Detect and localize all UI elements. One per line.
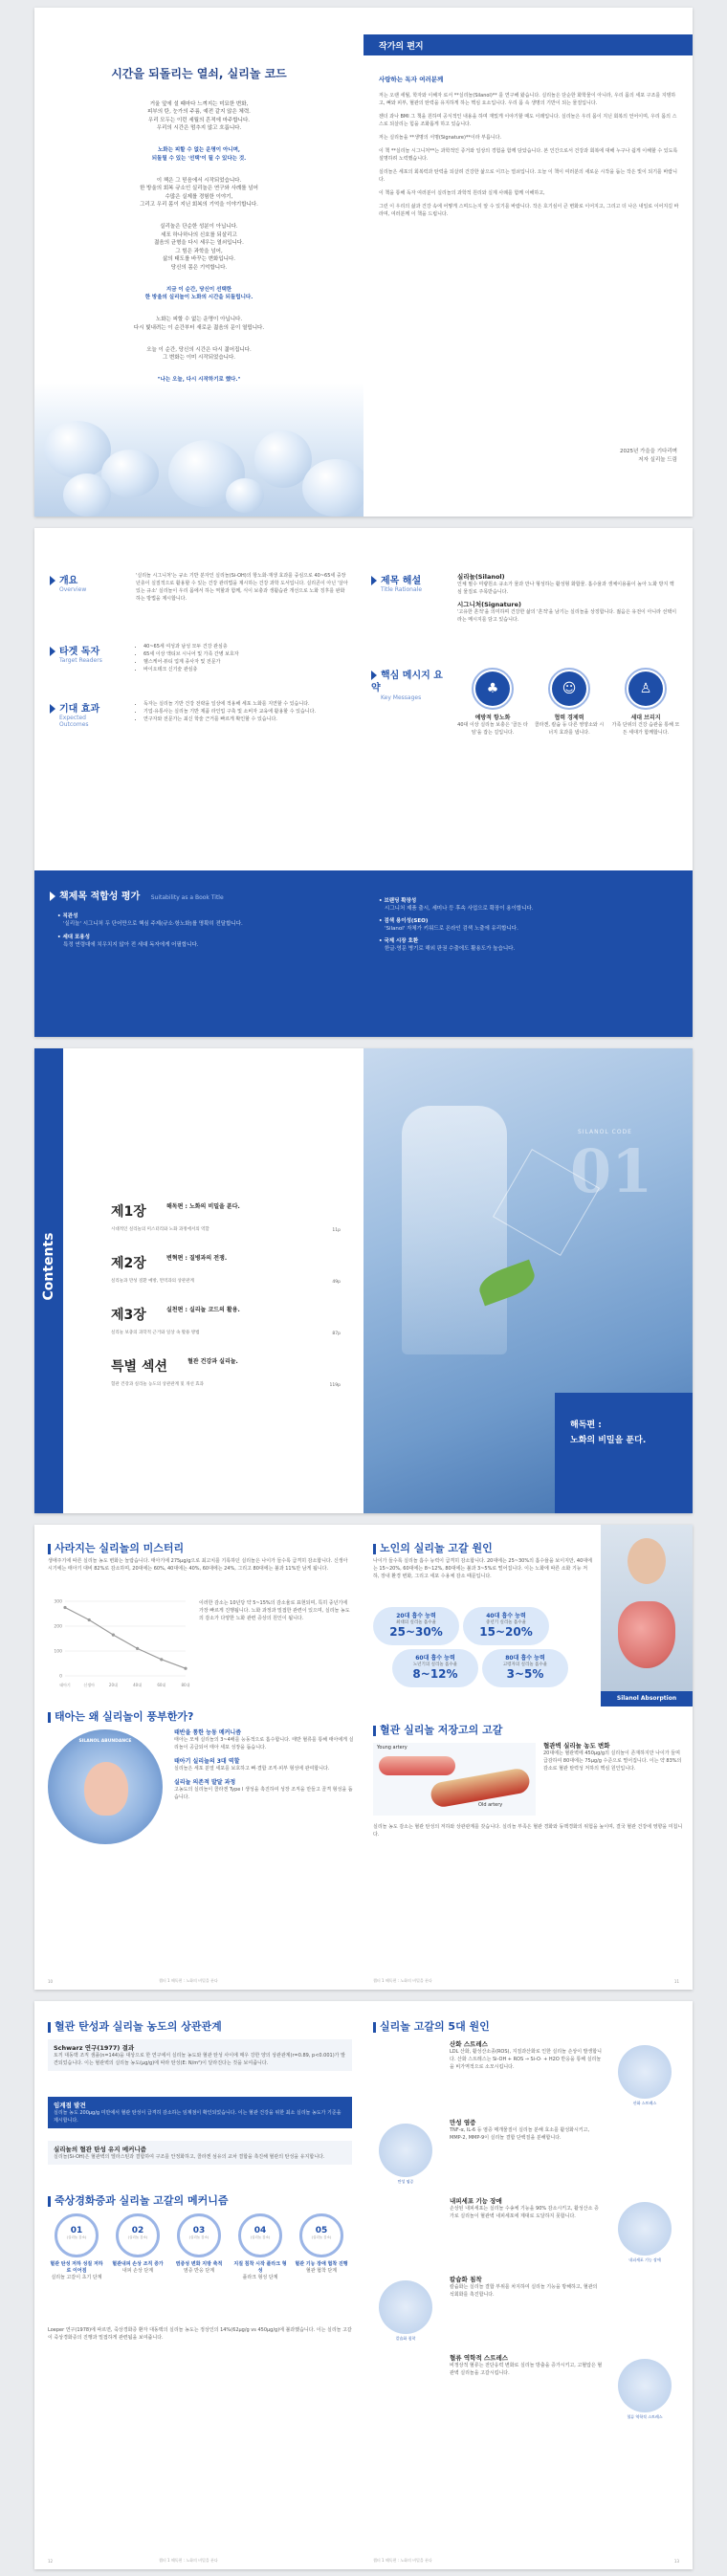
pill-value: 25~30% (389, 1625, 443, 1639)
chart-caption: 이러한 감소는 10년당 약 5~15%의 감소율로 표현되며, 특히 중년기에 가장 빠르게 진행됩니다. 노화 과정과 밀접한 관련이 있으며, 실리놀 농도의 감소가 다양한 노화 관련 증상의 원인이 됩니다. (199, 1600, 350, 1621)
point-body: 실리놀은 세포 분열 세포를 보호하고 뼈·결합 조직·피부 형성에 관여합니다. (174, 1766, 330, 1772)
page-number: 10 (48, 1979, 54, 1984)
band-item-head: • 세대 포용성 (57, 935, 90, 940)
y-tick-label: 100 (54, 1649, 62, 1655)
item-heading-text: 시그니처(Signature) (457, 601, 521, 608)
step-body: 플라크 형성 단계 (242, 2275, 278, 2280)
spread-overview (34, 528, 693, 1037)
page-13 (364, 2001, 693, 2569)
droplet (226, 478, 264, 513)
cause-heading-text: 산화 스트레스 (450, 2040, 488, 2048)
box-body: 실리놀 농도 200μg/g 미만에서 혈관 탄성이 급격히 감소하는 임계점이 확인되었습니다. 이는 혈관 건강을 위한 최소 실리놀 농도가 기준을 제시합니다. (54, 2110, 341, 2124)
calcification-icon (379, 2280, 432, 2334)
preface-quote: "나는 오늘, 다시 시작하기로 했다." (157, 377, 241, 383)
step-body: 혈관 협착 단계 (305, 2268, 338, 2274)
card-title: 예방적 항노화 (474, 715, 511, 721)
artery-young-label: Young artery (377, 1745, 408, 1750)
artery-comparison-image (373, 1743, 536, 1816)
step-body: 실리놀 고갈이 초기 단계 (51, 2275, 102, 2280)
section-title: 제목 해설 (381, 576, 422, 586)
section-title: 핵심 메시지 요약 (371, 671, 443, 694)
preface-paragraph: 이 책은 그 믿음에서 시작되었습니다. 한 방울의 회복 규소인 실리놀은 연구와 사례를 넘어 수많은 실제를 경험한 이야기, 그리고 우리 몸이 지닌 회복의 기억을 이야기합니다. (140, 177, 258, 208)
preface-paragraph: 지금 이 순간, 당신이 선택한 한 방울의 실리놀이 노화의 시간을 되돌립니다. (144, 286, 253, 300)
section-heading-text: 죽상경화증과 실리놀 고갈의 메커니즘 (55, 2194, 229, 2207)
letter-paragraph: 젠더 과나 BMI 그 책을 원하며 공식적인 내용을 하며 재밌게 이야기할 때도 이래입니다. 실리놀은 우리 몸이 지닌 회복의 언어이며, 우리 몸의 스스로 되살리는 힘을 조화롭게 하고 있습니다. (379, 114, 677, 127)
cause-item (395, 2275, 689, 2353)
band-item-body: 특정 연령대에 치우치지 않아 전 세대 독자에게 어필합니다. (63, 942, 199, 948)
cause-body: 비정상적 혈류는 전단응력 변화로 실리놀 방출을 증가시키고, 고혈압은 혈관벽 실리놀을 고갈시킵니다. (450, 2363, 603, 2376)
band-item-head: • 국제 시장 호환 (379, 938, 419, 944)
cause-body: 칼슘화는 실리놀 결합 부위를 차지하여 실리놀 기능을 방해하고, 혈관의 석회화를 촉진합니다. (450, 2284, 598, 2298)
page-footer: 챕터 1 해독편 : 노화의 비밀을 푼다 (159, 2558, 218, 2563)
fetus-label: SILANOL ABUNDANCE (78, 1739, 132, 1744)
step-item (109, 2213, 166, 2275)
code-label: SILANOL CODE (578, 1129, 632, 1135)
toc-title: 해독편 : 노화의 비밀을 푼다. (166, 1203, 240, 1210)
step-top: (실리놀 감소) (188, 2235, 209, 2239)
band-subtitle: Suitability as a Book Title (150, 894, 224, 901)
fetus-points (174, 1728, 354, 1801)
droplet (302, 459, 364, 517)
spread-chapter1-b (34, 2001, 693, 2569)
endothelial-icon (618, 2202, 672, 2256)
section-heading-text: 실리놀 고갈의 5대 원인 (380, 2020, 490, 2033)
absorption-pill-20s (373, 1607, 459, 1645)
point-heading (174, 1756, 354, 1765)
point-heading (174, 1728, 354, 1736)
toc-number: 제1장 (111, 1204, 146, 1220)
section-heading (48, 2192, 229, 2208)
cause-label: 만성 염증 (397, 2179, 414, 2184)
message-card (534, 670, 605, 737)
info-box (48, 2039, 352, 2071)
absorption-pill-80s (482, 1649, 568, 1687)
absorption-pill-60s (392, 1649, 478, 1687)
data-point (63, 1606, 66, 1609)
artery-old-label: Old artery (478, 1802, 503, 1808)
band-item-head: • 직관성 (57, 914, 78, 919)
triangle-icon (50, 704, 55, 714)
letter-signature: 2025년 가을을 기다리며 저자 실리놀 드림 (620, 449, 677, 463)
step-number: 05 (315, 2226, 328, 2235)
step-heading: 혈관내피 손상 조직 증가 (112, 2261, 164, 2267)
letter-header: 작가의 편지 (379, 42, 424, 52)
spread-chapter1-a (34, 1525, 693, 1990)
group-icon: ☺ (552, 672, 586, 706)
point-heading (174, 1777, 354, 1786)
box-body: 토끼 대동맥 조직 샘플(n=144)을 대상으로 한 연구에서 실리놀 농도와 혈관 탄성 사이에 매우 강한 양의 상관관계(r=0.89, p<0.001)가 발견되었습니다. 이는 혈관벽의 실리놀 농도(μg/g)에 따라 탄성(E: N/m²)이 달라진다는 것을 보여줍니다. (54, 2053, 345, 2066)
cause-heading (450, 2118, 603, 2126)
silanol-decline-chart (48, 1596, 191, 1691)
preface-paragraph: 실리놀은 단순한 성분이 아닙니다. 세포 하나하나의 신호를 되살리고 젊음의 균형을 다시 세우는 열쇠입니다. 그 힘은 과학을 넘어, 삶의 태도를 바꾸는 변화입니다. 당신의 몸은 기억합니다. (154, 224, 244, 271)
shield-icon: ♣ (475, 672, 510, 706)
box-heading-text: Schwarz 연구(1977) 결과 (54, 2044, 135, 2052)
page-footer: 챕터 1 해독편 : 노화의 비밀을 푼다 (159, 1978, 218, 1983)
preface-body (54, 92, 344, 392)
triangle-icon (50, 647, 55, 656)
step-item (231, 2213, 289, 2281)
section-subtitle: Overview (59, 586, 87, 593)
list-item: • 연구자와 전문가는 최신 학술 근거를 빠르게 확인할 수 있습니다. (143, 716, 356, 723)
section-heading-text: 혈관 실리놀 저장고의 고갈 (380, 1724, 503, 1736)
page-10 (34, 1525, 364, 1990)
x-tick-label: 60대 (157, 1683, 166, 1687)
list-item: • 헬스케어·뷰티 업계 종사자 및 전문가 (143, 658, 356, 666)
y-tick-label: 200 (54, 1624, 62, 1630)
step-item (293, 2213, 350, 2275)
box-heading-text: 임계점 발견 (54, 2102, 86, 2109)
page-footer: 챕터 1 해독편 : 노화의 비밀을 푼다 (373, 2558, 432, 2563)
section-subtitle: Key Messages (381, 694, 422, 701)
section-heading (373, 2018, 490, 2034)
card-desc: 콜라겐, 칼슘 등 다른 영양소와 시너지 효과를 냅니다. (534, 722, 605, 736)
toc-desc: 혈관 건강과 실리놀 농도의 상관관계 및 개선 효과 (111, 1382, 204, 1387)
band-item-head-text: 검색 용이성(SEO) (384, 918, 429, 924)
toc-entry (111, 1305, 341, 1356)
preface-paragraph: 노화는 피할 수 없는 운명이 아닙니다. 다시 빛내려는 이 순간부터 새로운 젊음의 문이 열립니다. (133, 317, 265, 331)
cause-item (397, 2118, 689, 2196)
band-item-head-text: 국제 시장 호환 (384, 938, 419, 944)
card-desc: 가족 단위의 건강 습관을 통해 모든 세대가 함께합니다. (611, 722, 680, 736)
section-heading-text: 태아는 왜 실리놀이 풍부한가? (55, 1710, 194, 1723)
spread-preface (34, 8, 693, 517)
contents-page (34, 1048, 364, 1513)
box-heading (54, 2043, 346, 2052)
step-heading: 염증성 변화 지방 축적 (175, 2261, 223, 2267)
data-point (112, 1634, 115, 1637)
artery-text (543, 1741, 685, 1772)
step-item (170, 2213, 228, 2275)
section-heading-text: 노인의 실리놀 고갈 원인 (380, 1542, 493, 1554)
card-title: 세대 브리지 (630, 715, 661, 721)
toc-entry (111, 1201, 341, 1253)
point-body: 고농도의 실리놀이 콜라겐 Type I 생성을 촉진하여 성장 조직을 만들고 골격 형성을 돕습니다. (174, 1787, 353, 1800)
triangle-icon (50, 892, 55, 901)
point-body: 태아는 모체 실리놀의 3~4배를 능동적으로 흡수합니다. 태반 혈류를 통해 태아에게 실리놀이 공급되어 태아 세포 성장을 돕습니다. (174, 1737, 354, 1750)
head-shape (628, 1538, 666, 1584)
x-tick-label: 80대 (181, 1683, 190, 1687)
pill-note: 고령자의 실리놀 흡수율 (502, 1662, 548, 1667)
author-letter-page (364, 8, 693, 517)
item-body: '고유한 흔적'을 의미하며 건강한 삶의 '흔적'을 남기는 실리놀을 상징합니다. 젊음은 유전이 아니라 선택이라는 메시지를 담고 있습니다. (457, 609, 677, 623)
triangle-icon (371, 576, 377, 585)
step-circle (116, 2213, 160, 2257)
card-desc: 40대 이상 실리놀 보충은 '골든 타임'을 잡는 길입니다. (457, 722, 528, 736)
data-point (160, 1658, 163, 1661)
cause-heading-text: 만성 염증 (450, 2119, 476, 2126)
step-top: (실리놀 감소) (127, 2235, 148, 2239)
x-tick-label: 40대 (133, 1683, 143, 1687)
section-heading (48, 2018, 222, 2034)
spread-contents (34, 1048, 693, 1513)
section-body: 나이가 들수록 실리놀 흡수 능력이 급격히 감소합니다. 20대에는 25~30%의 흡수율을 보이지만, 40대에는 15~20%, 60대에는 8~12%, 80대에는 불과 3~5%로 떨어집니다. 이는 노화에 따른 소화 기능 저하, 장내 환경 변화, 그리고 세포 수용체 감소 때문입니다. (373, 1558, 592, 1579)
fetus-shape (84, 1762, 128, 1816)
step-circle (299, 2213, 343, 2257)
step-number: 02 (131, 2226, 144, 2235)
chapter-title: 노화의 비밀을 푼다. (570, 1436, 647, 1445)
pill-note: 중년기 실리놀 흡수율 (486, 1620, 526, 1625)
hemodynamic-icon (618, 2359, 672, 2412)
letter-paragraph: 이 책 **실리놀 시그니처**는 과학적인 증거와 일상의 경험을 함께 담았습니다. 본 인간으로서 건강과 회복에 대해 누구나 쉽게 이해할 수 있도록 설명하려 노력했습니다. (379, 148, 678, 162)
cause-heading-text: 혈류 역학적 스트레스 (450, 2354, 509, 2362)
toc-entry (111, 1253, 341, 1305)
data-point (184, 1667, 187, 1670)
step-number: 01 (70, 2226, 83, 2235)
section-body: 생애주기에 따른 실리놀 농도 변화는 놀랍습니다. 태아기에 275μg/g으로 최고치를 기록하던 실리놀은 나이가 들수록 급격히 감소합니다. 신생아 시기에는 태아기 대비 82%로 감소하며, 20대에는 60%, 40대에는 40%, 60대에는 24%, 그리고 80대에는 불과 11%만 남게 됩니다. (48, 1558, 348, 1572)
cause-list (395, 2039, 689, 2432)
overview-body: '실리놀 시그니처'는 규소 기반 분자인 실리놀(Si-OH)의 항노화·재생 효과를 중심으로 40~65세 중장년층이 실질적으로 활용할 수 있는 건강 관리법을 제시하는 건강 과학 도서입니다. 실리콘이 아닌 '살아있는 규소' 실리놀이 우리 몸에서 하는 역할과 함께, 식이 보충과 생활습관 개선으로 노화 징후를 완화하는 방법을 제시합니다. (136, 573, 348, 602)
point-heading-text: 태반을 통한 능동 메커니즘 (174, 1729, 242, 1736)
list-item: • 바이오테크 신기술 관심층 (143, 666, 356, 673)
cause-body: 손상된 내피세포는 실리놀 수송체 기능을 90% 감소시키고, 활성산소 증가로 실리놀이 혈관벽 내피세포에 제대로 도달하지 못합니다. (450, 2206, 599, 2219)
toc-desc: 시대적인 실리놀의 미스터리와 노화 과정에서의 역할 (111, 1227, 209, 1232)
step-number: 04 (253, 2226, 267, 2235)
message-card (457, 670, 528, 737)
list-item: • 기업·유통사는 실리놀 기반 제품 라인업 구축 및 소비자 교육에 활용할 수 있습니다. (143, 708, 356, 716)
mechanism-steps (48, 2213, 352, 2328)
data-point (136, 1647, 139, 1650)
section-title: 타겟 독자 (59, 647, 100, 657)
section-title: 기대 효과 (59, 704, 100, 715)
section-heading (48, 1708, 193, 1724)
inflammation-icon (379, 2124, 432, 2177)
pill-age: 80대 흡수 능력 (505, 1655, 545, 1662)
oxidative-stress-icon (618, 2045, 672, 2099)
cause-heading (450, 2353, 603, 2362)
y-tick-label: 300 (54, 1599, 62, 1605)
step-item (48, 2213, 105, 2281)
pill-age: 60대 흡수 능력 (415, 1655, 455, 1662)
box-body: 실리놀(Si-OH)은 혈관벽의 엘라스틴과 결합하여 구조를 안정화하고, 콜라겐 섬유의 교차 결합을 촉진해 혈관의 탄성을 유지합니다. (54, 2154, 325, 2160)
x-tick-label: 태아기 (59, 1683, 71, 1687)
cause-label: 칼슘화 침착 (395, 2336, 416, 2341)
band-item-body: 한글·영문 병기로 해외 판권 수출에도 활용도가 높습니다. (385, 946, 516, 952)
fetus-image (48, 1729, 163, 1844)
step-circle (177, 2213, 221, 2257)
cause-heading-text: 칼슘화 침착 (450, 2276, 482, 2283)
step-number: 03 (192, 2226, 206, 2235)
band-item-body: 시그니처 제품 출시, 세미나 등 후속 사업으로 확장이 용이합니다. (385, 906, 534, 912)
step-circle (55, 2213, 99, 2257)
absorption-pill-40s (463, 1607, 549, 1645)
toc-entry (111, 1356, 341, 1408)
section-heading (48, 1540, 184, 1555)
step-heading: 지질 침착 시작 플라크 형성 (233, 2261, 287, 2274)
step-top: (실리놀 감소) (311, 2235, 332, 2239)
elderly-man-image (601, 1525, 693, 1706)
point-heading-text: 태아기 실리놀의 3대 역할 (174, 1758, 240, 1765)
card-title: 협력 경제력 (554, 715, 584, 721)
toc-title: 실천편 : 실리놀 코드의 활용. (166, 1307, 240, 1313)
chapter-number: 01 (570, 1136, 653, 1206)
box-heading (54, 2101, 346, 2109)
pill-value: 3~5% (506, 1667, 544, 1681)
cause-item (450, 2196, 689, 2275)
section-heading-text: 사라지는 실리놀의 미스터리 (55, 1542, 185, 1554)
step-heading: 혈관 기능 장애 협착 진행 (295, 2261, 348, 2267)
pill-note: 최대의 실리놀 흡수율 (396, 1620, 436, 1625)
family-icon: ♙ (628, 672, 663, 706)
preface-paragraph: 오늘 이 순간, 당신의 시간은 다시 젊어집니다. 그 변화는 이미 시작되었습니다. (146, 346, 252, 361)
toc-page: 119p (329, 1383, 341, 1388)
triangle-icon (50, 576, 55, 585)
band-left-column (57, 913, 344, 955)
pill-value: 15~20% (479, 1625, 533, 1639)
bottom-body: Loeper 연구(1978)에 따르면, 죽상경화증 환자 대동맥의 실리놀 농도는 정상인의 14%(62μg/g vs 450μg/g)에 불과했습니다. 이는 실리놀 고갈이 죽상경화증의 진행과 밀접하게 관련됨을 보여줍니다. (48, 2327, 352, 2341)
section-heading-text: 혈관 탄성과 실리놀 농도의 상관관계 (55, 2020, 222, 2033)
water-droplets-image (34, 383, 364, 517)
step-body: 내피 손상 단계 (121, 2268, 154, 2274)
list-item: • 40~65세 여성과 남성 모두 건강 관심층 (143, 643, 356, 650)
letter-paragraph: 실리놀은 세포의 회복력과 탄력을 되살려 건강한 삶으로 이끄는 열쇠입니다. 오늘 이 책이 여러분의 새로운 시작을 돕는 작은 빛이 되기를 바랍니다. (379, 169, 677, 183)
item-body: 인체 필수 미량원소 규소가 물과 만나 형성하는 활성형 화합물. 흡수율과 생체이용률이 높아 노화 방지 핵심 물질로 주목받습니다. (457, 582, 674, 595)
preface-paragraph: 거울 앞에 설 때마다 느껴지는 미묘한 변화, 피부의 탄, 눈가의 주름, 예전 같지 않은 체력. 우리 모두는 이런 세월의 흔적에 마주합니다. 우리의 시간은 멈추지 않고 흐릅니다. (147, 100, 251, 131)
step-heading: 혈관 탄성 저하 성질 저하로 이어짐 (50, 2261, 103, 2274)
page-number: 11 (673, 1979, 679, 1984)
artery-heading-text: 혈관벽 실리놀 농도 변화 (543, 1742, 610, 1750)
band-title: 책제목 적합성 평가 (59, 892, 141, 902)
step-circle (238, 2213, 282, 2257)
droplet (63, 473, 111, 517)
band-right-column (379, 897, 675, 958)
highlight-box (48, 2097, 352, 2128)
band-item-body: 'Silanol' 자체가 키워드로 온라인 검색 노출에 유리합니다. (385, 926, 518, 932)
letter-header-band (364, 34, 693, 55)
cause-heading (450, 2196, 603, 2205)
step-body: 염증 반응 단계 (183, 2268, 215, 2274)
list-item: • 독자는 실리놀 기반 건강 전략을 일상에 적용해 세포 노화를 지연할 수 있습니다. (143, 700, 356, 708)
toc-number: 제2장 (111, 1256, 146, 1271)
suitability-band (34, 870, 693, 1037)
toc-number: 특별 섹션 (111, 1359, 167, 1375)
cause-label: 혈류 역학적 스트레스 (627, 2414, 663, 2419)
cause-heading (450, 2039, 603, 2048)
list-item: • 65세 이상 액티브 시니어 및 가족 간병 보호자 (143, 650, 356, 658)
data-point (88, 1618, 91, 1621)
cause-label: 내피세포 기능 장애 (628, 2257, 661, 2262)
digestive-organs-graphic (618, 1601, 675, 1668)
page-number: 13 (673, 2559, 679, 2564)
cause-body: TNF-α, IL-6 등 염증 매개물질이 실리놀 분해 효소를 활성화시키고, MMP-2, MMP-9이 실리놀 결합 단백질을 분해합니다. (450, 2127, 590, 2141)
band-item-body: '실리놀' 시그니처 두 단어만으로 핵심 주제(규소·항노화)를 명확히 전달합니다. (63, 921, 243, 927)
item-heading-text: 실리놀(Silanol) (457, 573, 505, 581)
preface-paragraph: 노화는 피할 수 없는 운명이 아니며, 되돌릴 수 있는 '선택'이 될 수 있다는 것. (151, 147, 247, 162)
toc-list (111, 1201, 341, 1408)
section-subtitle: Expected Outcomes (59, 715, 89, 728)
toc-desc: 실리놀과 만성 질환 예방, 면역과의 상관관계 (111, 1279, 194, 1284)
item-heading (457, 572, 677, 581)
toc-page: 11p (332, 1228, 341, 1233)
artery-heading (543, 1741, 685, 1750)
letter-greeting: 사랑하는 독자 여러분께 (379, 76, 444, 83)
item-heading (457, 600, 677, 608)
toc-desc: 실리놀 보충의 과학적 근거와 일상 속 활용 방법 (111, 1331, 200, 1335)
cause-item (450, 2039, 689, 2118)
section-heading (373, 1722, 502, 1737)
letter-paragraph: 그런 이 우리의 삶과 건강 속에 어떻게 스며드는지 알 수 있기를 바랍니다. 작은 호기심이 큰 변화로 이어지고, 그리고 더 나은 내일로 이어지길 바라며, 여러분께 이 책을 드립니다. (379, 204, 679, 217)
letter-body (379, 92, 679, 224)
line-chart (48, 1596, 191, 1691)
pill-age: 20대 흡수 능력 (396, 1613, 436, 1619)
section-subtitle: Title Rationale (381, 586, 423, 593)
contents-sidebar (34, 1048, 63, 1513)
band-item-head: • 검색 용이성(SEO) (379, 918, 429, 924)
letter-paragraph: 이 책을 통해 독자 여러분이 실리놀의 과학적 원리와 실제 사례를 함께 이해하고, (379, 190, 545, 196)
artery-body-2: 실리놀 농도 감소는 혈관 탄성의 저하와 상관관계를 갖습니다. 실리놀 부족은 혈관 경화와 동맥경화의 위험을 높이며, 결국 혈관 건강에 영향을 미칩니다. (373, 1824, 683, 1838)
cause-heading (450, 2275, 603, 2283)
band-item-head-text: 직관성 (62, 914, 78, 919)
young-artery-graphic (379, 1756, 455, 1775)
y-tick-label: 0 (59, 1674, 62, 1680)
toc-page: 49p (332, 1280, 341, 1285)
toc-page: 87p (332, 1332, 341, 1336)
band-item-head: • 브랜딩 확장성 (379, 898, 417, 904)
triangle-icon (371, 671, 377, 680)
cause-item (450, 2353, 689, 2432)
preface-page (34, 8, 364, 517)
section-subtitle: Target Readers (59, 657, 102, 664)
toc-title: 혈관 건강과 실리놀. (187, 1358, 238, 1365)
message-card (610, 670, 681, 737)
page-11 (364, 1525, 693, 1990)
step-top: (실리놀 감소) (250, 2235, 271, 2239)
letter-paragraph: 저는 오랜 세월, 학자와 이해자 로서 **실리놀(Silanol)** 를 연구해 왔습니다. 실리놀은 단순한 화학물이 아니라, 우리 몸의 세포 구조를 지탱하고, 뼈와 피부, 혈관의 탄력을 유지하게 하는 핵심 요소입니다. 우리 몸 속 생명의 기반이 되는 물질입니다. (379, 93, 676, 106)
lab-microscope-image (402, 1106, 507, 1354)
key-messages-section (371, 670, 683, 784)
point-heading-text: 실리놀 의존적 발달 과정 (174, 1779, 236, 1786)
toc-title: 변혁편 : 질병과의 전쟁. (166, 1255, 228, 1262)
artery-body: 20대에는 혈관벽에 450μg/g의 실리놀이 존재하지만 나이가 들며 급감하여 80대에는 75μg/g 수준으로 떨어집니다. 이는 약 83%의 감소로 혈관 탄력성 저하의 핵심 원인입니다. (543, 1750, 682, 1772)
cause-body: LDL 산화, 활성산소종(ROS), 지질과산화로 인한 실리놀 손상이 발생합니다. 산화 스트레스는 Si-OH + ROS → Si-O· + H2O 반응을 통해 실리놀을 비가역적으로 소모시킵니다. (450, 2049, 602, 2070)
chapter-label: 해독편 : (570, 1420, 602, 1430)
cause-heading-text: 내피세포 기능 장애 (450, 2197, 502, 2205)
image-label: Silanol Absorption (601, 1691, 693, 1706)
pill-age: 40대 흡수 능력 (486, 1613, 526, 1619)
contents-title: Contents (41, 1232, 56, 1301)
section-heading (373, 1540, 493, 1555)
box-heading-text: 실리놀의 혈관 탄성 유지 메커니즘 (54, 2146, 146, 2153)
page-footer: 챕터 1 해독편 : 노화의 비밀을 푼다 (373, 1978, 432, 1983)
series-line (65, 1608, 186, 1669)
section-title: 개요 (59, 576, 78, 586)
cause-label: 산화 스트레스 (632, 2101, 657, 2105)
chapter-title-box (555, 1393, 693, 1513)
preface-title: 시간을 되돌리는 열쇠, 실리놀 코드 (111, 67, 287, 80)
page-12 (34, 2001, 364, 2569)
pill-value: 8~12% (412, 1667, 458, 1681)
chapter-opener-page (364, 1048, 693, 1513)
x-tick-label: 신생아 (83, 1683, 95, 1687)
letter-paragraph: 저는 실리놀을 **생명의 서명(Signature)**이라 부릅니다. (379, 135, 502, 141)
page-number: 12 (48, 2559, 54, 2564)
toc-number: 제3장 (111, 1308, 146, 1323)
step-top: (실리놀 감소) (66, 2235, 87, 2239)
info-box (48, 2141, 352, 2165)
x-tick-label: 20대 (108, 1683, 118, 1687)
box-heading (54, 2145, 346, 2153)
band-item-head-text: 브랜딩 확장성 (384, 898, 417, 904)
band-item-head-text: 세대 포용성 (62, 935, 90, 940)
pill-note: 노년기의 실리놀 흡수율 (412, 1662, 458, 1667)
